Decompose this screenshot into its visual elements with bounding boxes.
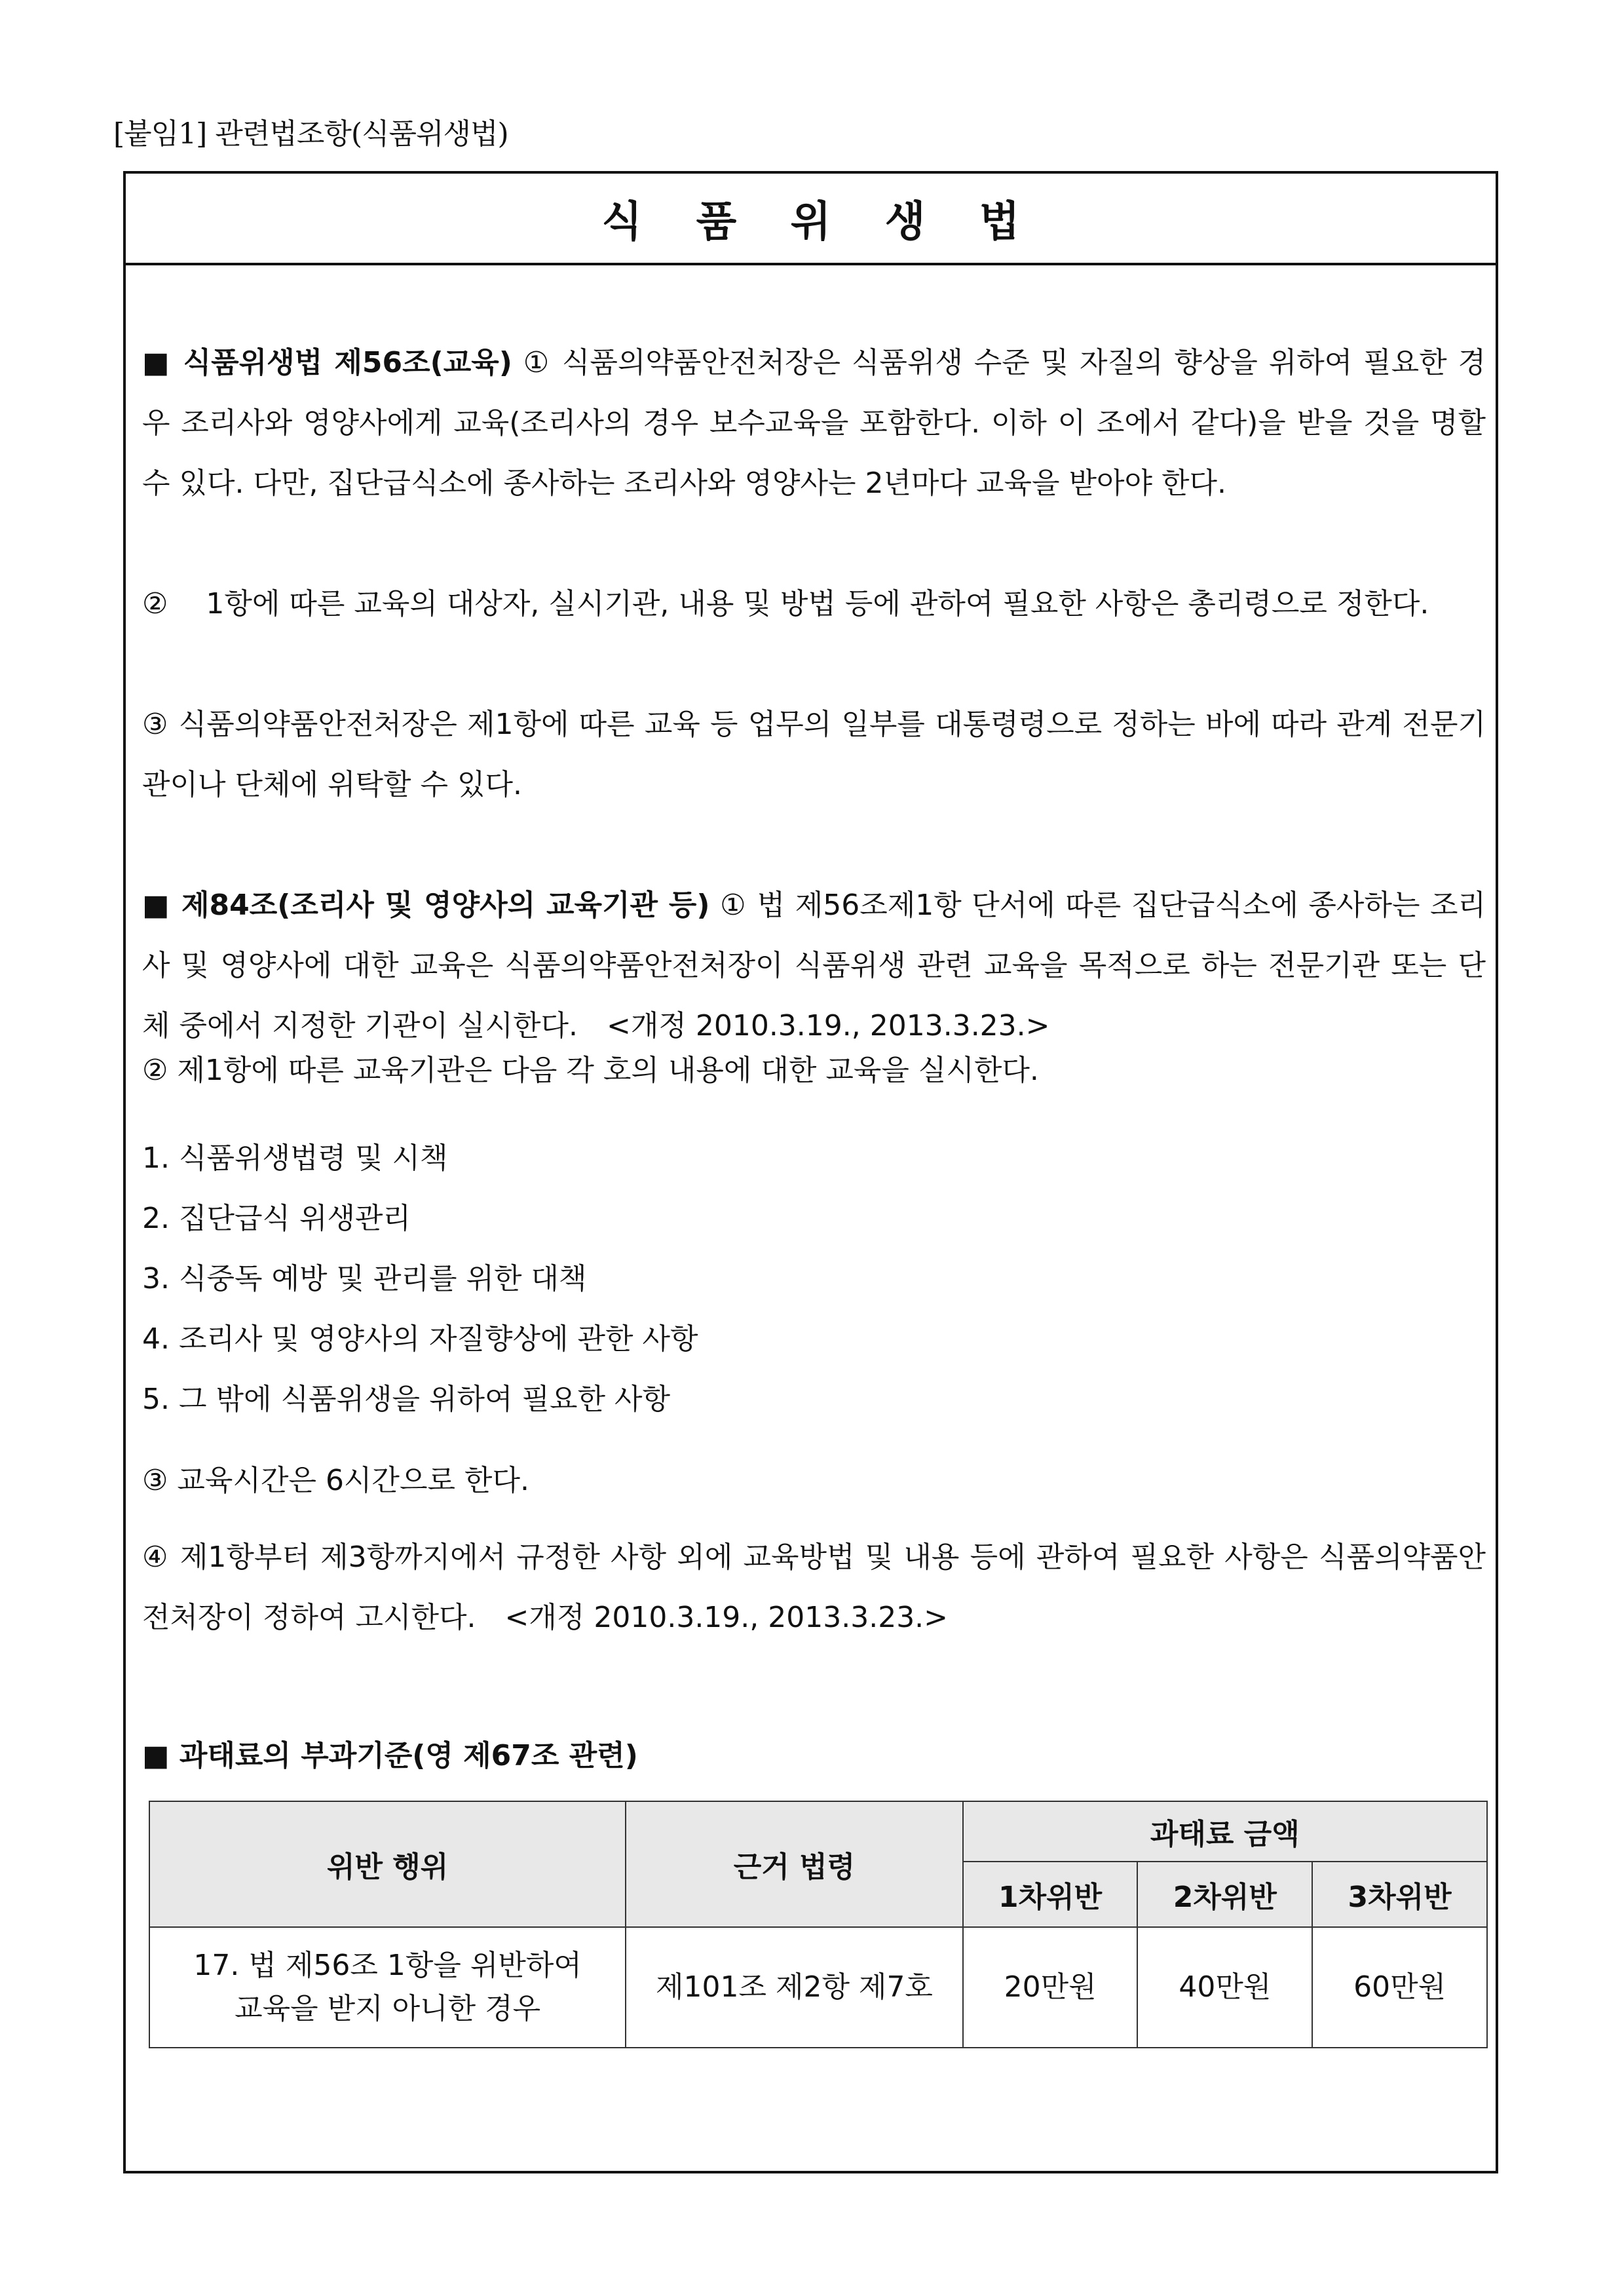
fine-table [149,1801,1488,2048]
violation-line-1: 17. 법 제56조 1항을 위반하여 [193,1949,582,1982]
article-56-clause-3: ③ 식품의약품안전처장은 제1항에 따른 교육 등 업무의 일부를 대통령령으로 정하는 바에 따라 관계 전문기관이나 단체에 위탁할 수 있다. [142,708,1486,801]
list-item: 4. 조리사 및 영양사의 자질향상에 관한 사항 [142,1322,698,1356]
article-84-clause-4: ④ 제1항부터 제3항까지에서 규정한 사항 외에 교육방법 및 내용 등에 관하여 필요한 사항은 식품의약품안전처장이 정하여 고시한다. <개정 2010.3.19., 2013.3.23.> [142,1540,1486,1634]
article-56-clause-1-text: ① 식품의약품안전처장은 식품위생 수준 및 자질의 향상을 위하여 필요한 경우 조리사와 영양사에게 교육(조리사의 경우 보수교육을 포함한다. 이하 이 조에서 같다)을 받을 것을 명할 수 있다. 다만, 집단급식소에 종사하는 조리사와 영양사는 2년마다 교육을 받아야 한다. [142,346,1486,500]
col-first-violation: 1차위반 [963,1862,1138,1927]
first-amount-cell: 20만원 [963,1927,1138,2048]
third-amount-cell: 60만원 [1312,1927,1487,2048]
list-item: 2. 집단급식 위생관리 [142,1202,411,1235]
col-basis-header: 근거 법령 [626,1801,962,1927]
article-56-clause-1 [142,333,1486,514]
article-84-clause-1-text: ① 법 제56조제1항 단서에 따른 집단급식소에 종사하는 조리사 및 영양사에 대한 교육은 식품의약품안전처장이 식품위생 관련 교육을 목적으로 하는 전문기관 또는 단체 중에서 지정한 기관이 실시한다. <개정 2010.3.19., 2013.3.23.> [142,889,1486,1043]
article-84-heading: ■ 제84조(조리사 및 영양사의 교육기관 등) [142,889,710,922]
article-84-clause-3: ③ 교육시간은 6시간으로 한다. [142,1464,529,1497]
violation-cell [149,1927,626,2048]
list-item: 1. 식품위생법령 및 시책 [142,1141,448,1175]
second-amount-cell: 40만원 [1137,1927,1312,2048]
fine-standard-heading: ■ 과태료의 부과기준(영 제67조 관련) [142,1739,638,1772]
table-header-row [149,1801,1487,1862]
attachment-label: [붙임1] 관련법조항(식품위생법) [113,117,508,151]
article-84-clause-1 [142,875,1486,1056]
list-item: 5. 그 밖에 식품위생을 위하여 필요한 사항 [142,1383,670,1416]
col-third-violation: 3차위반 [1312,1862,1487,1927]
article-56-heading: ■ 식품위생법 제56조(교육) [142,346,512,379]
article-84-clause-2: ② 제1항에 따른 교육기관은 다음 각 호의 내용에 대한 교육을 실시한다. [142,1054,1039,1087]
title-bar [126,174,1496,265]
col-second-violation: 2차위반 [1137,1862,1312,1927]
col-violation-header: 위반 행위 [149,1801,626,1927]
list-item: 3. 식중독 예방 및 관리를 위한 대책 [142,1262,587,1295]
basis-cell: 제101조 제2항 제7호 [626,1927,962,2048]
document-title: 식 품 위 생 법 [601,198,1040,246]
violation-line-2: 교육을 받지 아니한 경우 [235,1992,541,2025]
col-amount-header: 과태료 금액 [963,1801,1487,1862]
document-frame [123,171,1498,2173]
table-row [149,1927,1487,2048]
article-56-clause-2: ② 1항에 따른 교육의 대상자, 실시기관, 내용 및 방법 등에 관하여 필요한 사항은 총리령으로 정한다. [142,587,1429,621]
